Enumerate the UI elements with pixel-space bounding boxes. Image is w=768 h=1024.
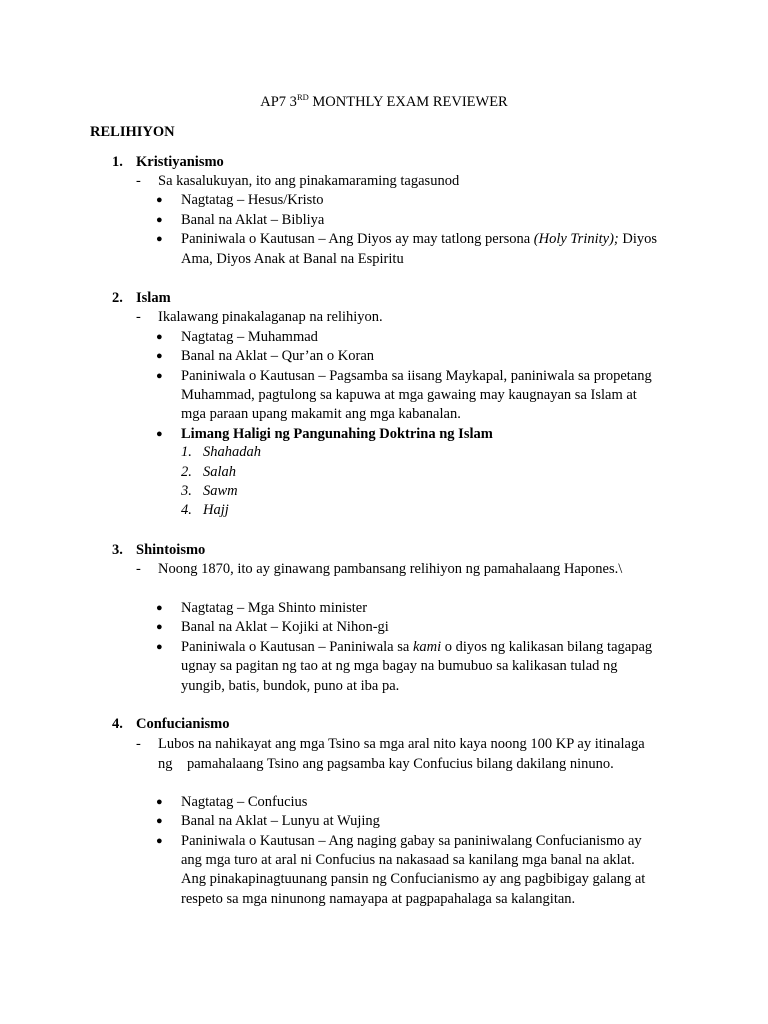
section-number: 4. (112, 716, 123, 732)
bullet-icon: ● (156, 214, 163, 226)
bullet-icon: ● (156, 621, 163, 633)
section-number: 2. (112, 290, 123, 306)
pillar-name: Sawm (203, 483, 238, 499)
bullet-text: Nagtatag – Muhammad (181, 329, 318, 345)
bullet-text: Nagtatag – Confucius (181, 794, 308, 810)
pillar-number: 3. (181, 483, 192, 499)
bullet-text: Paniniwala o Kautusan – Pagsamba sa iisang Maykapal, paniniwala sa propetang (181, 368, 652, 384)
section-title: Islam (136, 290, 171, 306)
bullet-text-continued: mga paraan upang makamit ang mga kabanalan. (181, 406, 461, 422)
section-title: Shintoismo (136, 542, 206, 558)
pillar-number: 1. (181, 444, 192, 460)
section-number: 1. (112, 154, 123, 170)
bullet-text: Paniniwala o Kautusan – Ang Diyos ay may tatlong persona (Holy Trinity); Diyos (181, 231, 658, 247)
pillar-number: 4. (181, 502, 192, 518)
document-page: AP7 3RD MONTHLY EXAM REVIEWER RELIHIYON 1. Kristiyanismo - Sa kasalukuyan, ito ang pinakamaraming tagasunod ● Nagtatag – Hesus/Kristo ● Banal na Aklat – Bibliya ● Paniniwala o Kautusan – Ang Diyos ay may tatlong persona (Holy Trinity); Diyos Ama, Diyos Anak at Banal na Espiritu 2. Islam - Ikalawang pinakalaganap na relihiyon. ● Nagtatag – Muhammad ● Banal na Aklat – Qur’an o Koran ● Paniniwala o Kautusan – Pagsamba sa iisang Maykapal, paniniwala sa propetang Muhammad, pagtulong sa kapuwa at mga gawaing may kaugnayan sa Islam at mga paraan upang makamit ang mga kabanalan. ● Limang Haligi ng Pangunahing Doktrina ng Islam 1. Shahadah 2. Salah 3. Sawm 4. Hajj 3. Shintoismo - Noong 1870, ito ay ginawang pambansang relihiyon ng pamahalaang Hapones.\ ● Nagtatag – Mga Shinto minister ● Banal na Aklat – Kojiki at Nihon-gi ● Paniniwala o Kautusan – Paniniwala sa kami o diyos ng kalikasan bilang tagapag ugnay sa pagitan ng tao at ng mga bagay na bumubuo sa kalikasan tulad ng yungib, batis, bundok, puno at iba pa. 4. Confucianismo - Lubos na nahikayat ang mga Tsino sa mga aral nito kaya noong 100 KP ay itinalaga ng pamahalaang Tsino ang pagsamba kay Confucius bilang dakilang ninuno. ● Nagtatag – Confucius ● Banal na Aklat – Lunyu at Wujing ● Paniniwala o Kautusan – Ang naging gabay sa paniniwalang Confucianismo ay ang mga turo at aral ni Confucius na nakasaad sa kanilang mga banal na aklat. Ang pinakapinagtuunang pansin ng Confucianismo ay ang pagbibigay galang at respeto sa mga ninunong namayapa at pagpapahalaga sa kalangitan. (0, 0, 768, 1024)
bullet-icon: ● (156, 370, 163, 382)
bullet-icon: ● (156, 835, 163, 847)
bullet-text-continued: Ang pinakapinagtuunang pansin ng Confucianismo ay ang pagbibigay galang at (181, 871, 646, 887)
bullet-text: Banal na Aklat – Bibliya (181, 212, 325, 228)
pillar-name: Hajj (203, 502, 229, 518)
bullet-text-continued: Muhammad, pagtulong sa kapuwa at mga gawaing may kaugnayan sa Islam at (181, 387, 637, 403)
bullet-text: Nagtatag – Mga Shinto minister (181, 600, 368, 616)
bullet-icon: ● (156, 331, 163, 343)
bullet-text: Banal na Aklat – Qur’an o Koran (181, 348, 375, 364)
bullet-text: Banal na Aklat – Kojiki at Nihon-gi (181, 619, 389, 635)
bullet-text: Limang Haligi ng Pangunahing Doktrina ng Islam (181, 426, 493, 442)
bullet-icon: ● (156, 233, 163, 245)
dash-text-continued: ng pamahalaang Tsino ang pagsamba kay Confucius bilang dakilang ninuno. (158, 756, 614, 772)
bullet-icon: ● (156, 641, 163, 653)
bullet-icon: ● (156, 796, 163, 808)
bullet-text-continued: yungib, batis, bundok, puno at iba pa. (181, 678, 400, 694)
pillar-name: Salah (203, 464, 237, 480)
section-heading: RELIHIYON (90, 124, 175, 140)
section-title: Kristiyanismo (136, 154, 224, 170)
bullet-text: Paniniwala o Kautusan – Ang naging gabay sa paniniwalang Confucianismo ay (181, 833, 642, 849)
bullet-icon: ● (156, 350, 163, 362)
bullet-icon: ● (156, 815, 163, 827)
bullet-text: Nagtatag – Hesus/Kristo (181, 192, 324, 208)
bullet-icon: ● (156, 428, 163, 440)
pillar-name: Shahadah (203, 444, 261, 460)
section-number: 3. (112, 542, 123, 558)
bullet-text-continued: ang mga turo at aral ni Confucius na nakasaad sa kanilang mga banal na aklat. (181, 852, 635, 868)
page-title: AP7 3RD MONTHLY EXAM REVIEWER (260, 92, 508, 110)
bullet-text-continued: Ama, Diyos Anak at Banal na Espiritu (181, 251, 404, 267)
bullet-text-continued: ugnay sa pagitan ng tao at ng mga bagay na bumubuo sa kalikasan tulad ng (181, 658, 618, 674)
bullet-text-continued: respeto sa mga ninunong namayapa at pagpapahalaga sa kalangitan. (181, 891, 576, 907)
bullet-text: Paniniwala o Kautusan – Paniniwala sa kami o diyos ng kalikasan bilang tagapag (181, 639, 653, 655)
bullet-icon: ● (156, 602, 163, 614)
section-title: Confucianismo (136, 716, 230, 732)
bullet-icon: ● (156, 194, 163, 206)
pillar-number: 2. (181, 464, 192, 480)
bullet-text: Banal na Aklat – Lunyu at Wujing (181, 813, 380, 829)
